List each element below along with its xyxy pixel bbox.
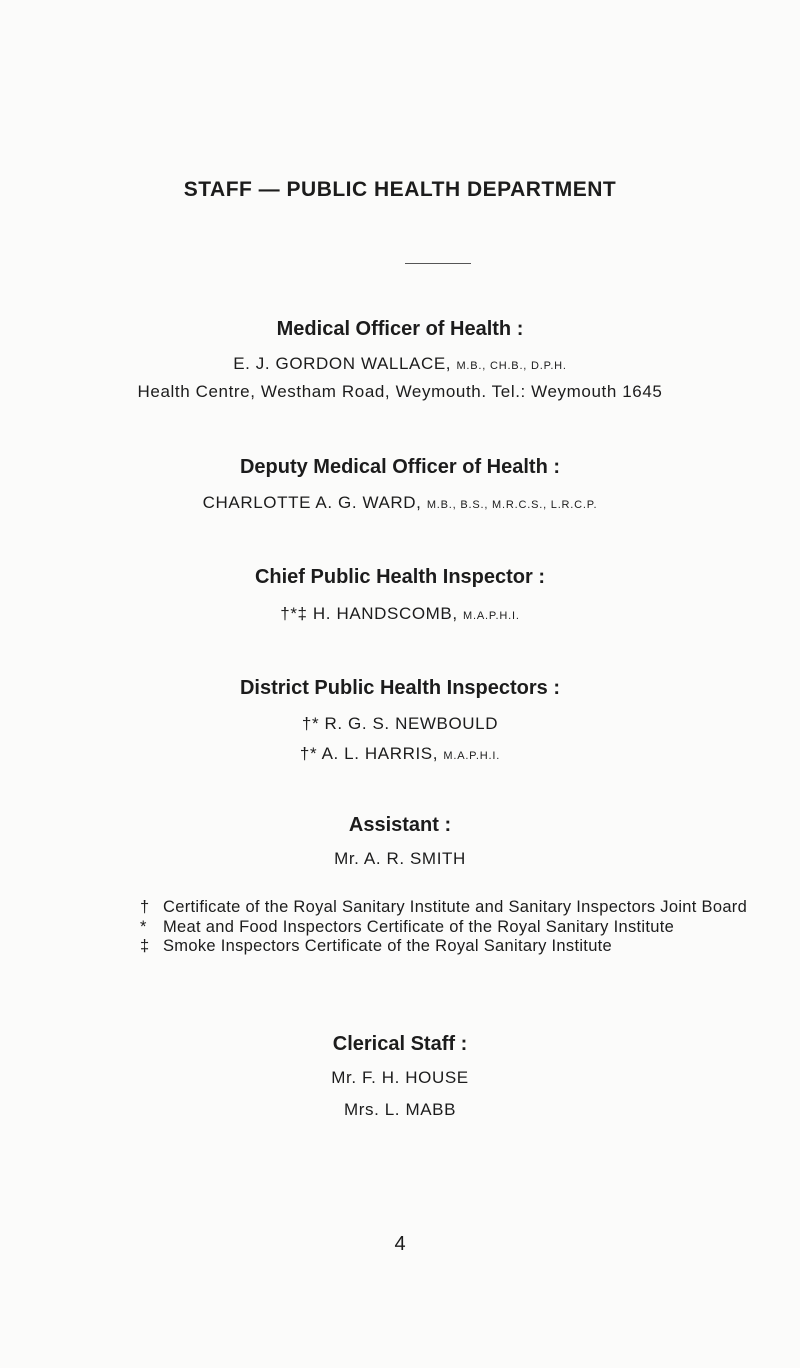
footnote-text: Meat and Food Inspectors Certificate of the Royal Sanitary Institute — [163, 917, 675, 936]
footnote-item — [140, 937, 780, 957]
district-inspector-row — [0, 744, 800, 764]
clerical-name: Mr. F. H. HOUSE — [331, 1068, 469, 1087]
moh-heading: Medical Officer of Health : — [276, 318, 524, 340]
title-divider — [405, 263, 471, 264]
footnote-symbol: † — [140, 898, 150, 916]
district-inspector-name: A. L. HARRIS, — [321, 744, 439, 763]
page-title: STAFF — PUBLIC HEALTH DEPARTMENT — [183, 178, 617, 201]
clerical-heading: Clerical Staff : — [332, 1033, 468, 1055]
district-inspector-marks: †* — [299, 744, 318, 763]
chief-inspector-name: H. HANDSCOMB, — [312, 604, 458, 623]
district-inspector-qualifications: M.A.P.H.I. — [443, 750, 501, 762]
footnote-text: Certificate of the Royal Sanitary Institute and Sanitary Inspectors Joint Board — [163, 898, 748, 916]
assistant-heading: Assistant : — [348, 814, 452, 836]
moh-qualifications: M.B., CH.B., D.P.H. — [456, 360, 567, 372]
moh-name: E. J. GORDON WALLACE, — [233, 354, 452, 373]
page-number: 4 — [394, 1233, 406, 1255]
district-inspector-row — [0, 714, 800, 734]
moh-name-line — [0, 354, 800, 374]
district-inspector-marks: †* — [301, 714, 320, 733]
chief-inspector-line — [0, 604, 800, 624]
footnotes — [140, 898, 780, 957]
deputy-name-line — [0, 493, 800, 513]
district-inspectors-heading: District Public Health Inspectors : — [239, 677, 561, 699]
chief-inspector-marks: †*‡ — [280, 604, 308, 623]
chief-inspector-qualifications: M.A.P.H.I. — [463, 610, 520, 622]
deputy-name: CHARLOTTE A. G. WARD, — [202, 493, 422, 512]
footnote-text: Smoke Inspectors Certificate of the Royal Sanitary Institute — [163, 937, 613, 955]
deputy-qualifications: M.B., B.S., M.R.C.S., L.R.C.P. — [426, 499, 598, 511]
footnote-symbol: * — [140, 917, 147, 936]
assistant-name: Mr. A. R. SMITH — [334, 849, 466, 868]
clerical-name: Mrs. L. MABB — [343, 1100, 457, 1119]
deputy-heading: Deputy Medical Officer of Health : — [239, 456, 561, 478]
footnote-symbol: ‡ — [140, 937, 150, 955]
chief-inspector-heading: Chief Public Health Inspector : — [254, 566, 546, 588]
district-inspector-name: R. G. S. NEWBOULD — [324, 714, 499, 733]
moh-address: Health Centre, Westham Road, Weymouth. Tel.: Weymouth 1645 — [137, 382, 663, 401]
footnote-item — [140, 898, 780, 918]
footnote-item — [140, 918, 780, 938]
